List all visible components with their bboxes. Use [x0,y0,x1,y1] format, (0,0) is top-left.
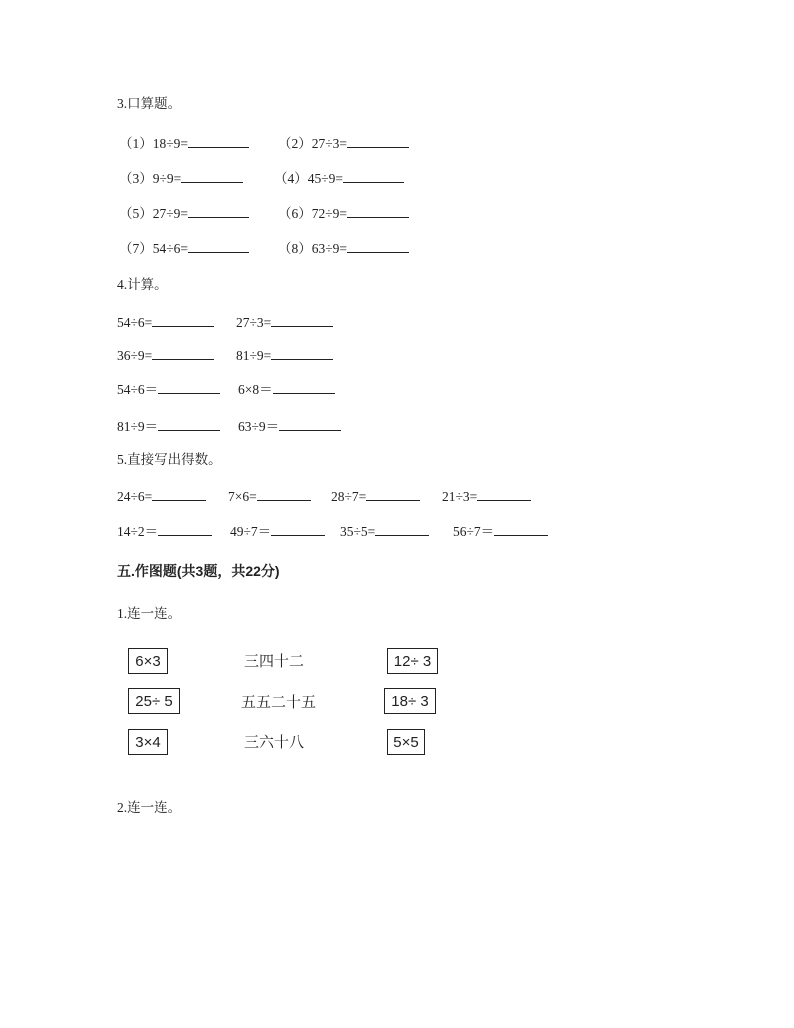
match-middle-1[interactable]: 三四十二 [244,652,305,670]
q5-expr: 28÷7= [331,489,367,504]
answer-blank[interactable] [188,203,249,218]
q3-item-4 [274,168,404,188]
q4-expr: 36÷9= [117,348,153,363]
q5-expr: 7×6= [228,489,257,504]
q3-expr: 18÷9= [152,136,189,151]
answer-blank[interactable] [181,168,243,183]
q3-label: （4） [274,171,308,186]
q5-item-8 [453,521,548,541]
q5-item-6 [230,521,325,541]
answer-blank[interactable] [494,521,548,536]
match1-title: 1.连一连。 [117,606,182,621]
q5-item-5 [117,521,212,541]
q4-title: 4.计算。 [117,277,168,292]
q4-item-7 [117,416,220,436]
match-left-card-2[interactable]: 25÷ 5 [128,688,180,714]
match-middle-3[interactable]: 三六十八 [244,733,305,751]
answer-blank[interactable] [188,133,249,148]
answer-blank[interactable] [158,379,220,394]
q4-expr: 6×8＝ [238,382,273,397]
q3-label: （7） [119,241,153,256]
q3-title: 3.口算题。 [117,96,182,111]
q5-expr: 14÷2＝ [117,524,159,539]
q4-expr: 27÷3= [236,315,272,330]
q5-title: 5.直接写出得数。 [117,452,222,467]
q3-expr: 54÷6= [152,241,189,256]
q5-item-1 [117,486,206,506]
answer-blank[interactable] [152,312,214,327]
q3-expr: 27÷3= [311,136,348,151]
answer-blank[interactable] [273,379,335,394]
match-right-card-1[interactable]: 12÷ 3 [387,648,438,674]
q4-expr: 54÷6＝ [117,382,159,397]
q5-item-4 [442,486,531,506]
q4-item-6 [238,379,335,399]
q4-expr: 81÷9＝ [117,419,159,434]
q5-expr: 49÷7＝ [230,524,272,539]
q3-label: （8） [278,241,312,256]
q5-expr: 35÷5= [340,524,376,539]
q5-item-7 [340,521,429,541]
answer-blank[interactable] [271,521,325,536]
q3-expr: 63÷9= [311,241,348,256]
match-right-card-3[interactable]: 5×5 [387,729,425,755]
q3-label: （2） [278,136,312,151]
answer-blank[interactable] [347,133,409,148]
answer-blank[interactable] [152,486,206,501]
q3-item-7 [119,238,249,258]
q5-expr: 21÷3= [442,489,478,504]
q3-item-8 [278,238,409,258]
q3-label: （3） [119,171,153,186]
match-middle-2[interactable]: 五五二十五 [241,693,317,711]
answer-blank[interactable] [271,312,333,327]
q3-item-1 [119,133,249,153]
q3-item-3 [119,168,243,188]
q4-item-1 [117,312,214,332]
section-heading: 五.作图题(共3题，共22分) [117,563,280,579]
answer-blank[interactable] [279,416,341,431]
q3-label: （6） [278,206,312,221]
q5-expr: 56÷7＝ [453,524,495,539]
q3-item-2 [278,133,409,153]
answer-blank[interactable] [257,486,311,501]
q5-expr: 24÷6= [117,489,153,504]
answer-blank[interactable] [477,486,531,501]
answer-blank[interactable] [347,238,409,253]
q4-expr: 81÷9= [236,348,272,363]
q4-expr: 54÷6= [117,315,153,330]
q4-item-4 [236,345,333,365]
q5-item-3 [331,486,420,506]
q4-item-3 [117,345,214,365]
q3-label: （1） [119,136,153,151]
answer-blank[interactable] [271,345,333,360]
answer-blank[interactable] [158,521,212,536]
q5-item-2 [228,486,311,506]
q4-item-5 [117,379,220,399]
q3-expr: 45÷9= [307,171,344,186]
answer-blank[interactable] [375,521,429,536]
q4-item-2 [236,312,333,332]
answer-blank[interactable] [158,416,220,431]
q3-expr: 72÷9= [311,206,348,221]
answer-blank[interactable] [366,486,420,501]
answer-blank[interactable] [188,238,249,253]
match-left-card-3[interactable]: 3×4 [128,729,168,755]
q3-expr: 27÷9= [152,206,189,221]
match-left-card-1[interactable]: 6×3 [128,648,168,674]
q3-item-6 [278,203,409,223]
q3-expr: 9÷9= [152,171,182,186]
answer-blank[interactable] [343,168,404,183]
q4-expr: 63÷9＝ [238,419,280,434]
q3-item-5 [119,203,249,223]
q3-label: （5） [119,206,153,221]
answer-blank[interactable] [347,203,409,218]
q4-item-8 [238,416,341,436]
match2-title: 2.连一连。 [117,800,182,815]
answer-blank[interactable] [152,345,214,360]
match-right-card-2[interactable]: 18÷ 3 [384,688,436,714]
